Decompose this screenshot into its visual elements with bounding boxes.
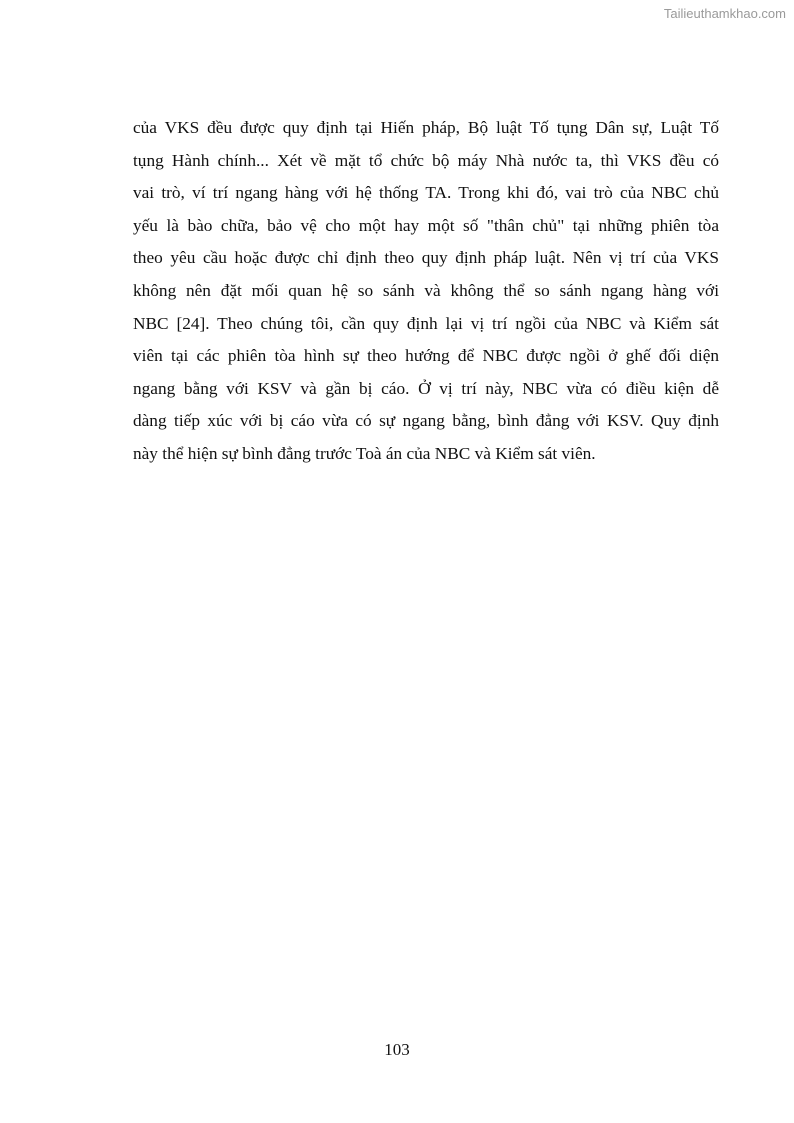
text-line: của VKS đều được quy định tại Hiến pháp, Bộ luật Tố tụng Dân sự, Luật Tố [133, 118, 719, 137]
text-line: này thể hiện sự bình đẳng trước Toà án của NBC và Kiểm sát viên. [133, 443, 596, 463]
body-paragraph [133, 112, 719, 471]
text-line: không nên đặt mối quan hệ so sánh và không thể so sánh ngang hàng với [133, 280, 719, 300]
text-line: NBC [24]. Theo chúng tôi, cần quy định lại vị trí ngồi của NBC và Kiểm sát [133, 313, 719, 333]
text-line: dàng tiếp xúc với bị cáo vừa có sự ngang bằng, bình đẳng với KSV. Quy định [133, 411, 719, 431]
text-line: vai trò, ví trí ngang hàng với hệ thống TA. Trong khi đó, vai trò của NBC chủ [133, 183, 719, 203]
text-line: tụng Hành chính... Xét về mặt tổ chức bộ máy Nhà nước ta, thì VKS đều có [133, 150, 719, 170]
page-number: 103 [384, 1040, 410, 1059]
text-line: ngang bằng với KSV và gần bị cáo. Ở vị trí này, NBC vừa có điều kiện dễ [133, 378, 719, 398]
text-line: yếu là bào chữa, bảo vệ cho một hay một số "thân chủ" tại những phiên tòa [133, 215, 719, 235]
text-line: theo yêu cầu hoặc được chỉ định theo quy định pháp luật. Nên vị trí của VKS [133, 248, 719, 268]
text-line: viên tại các phiên tòa hình sự theo hướng để NBC được ngồi ở ghế đối diện [133, 346, 719, 366]
watermark: Tailieuthamkhao.com [663, 6, 786, 21]
